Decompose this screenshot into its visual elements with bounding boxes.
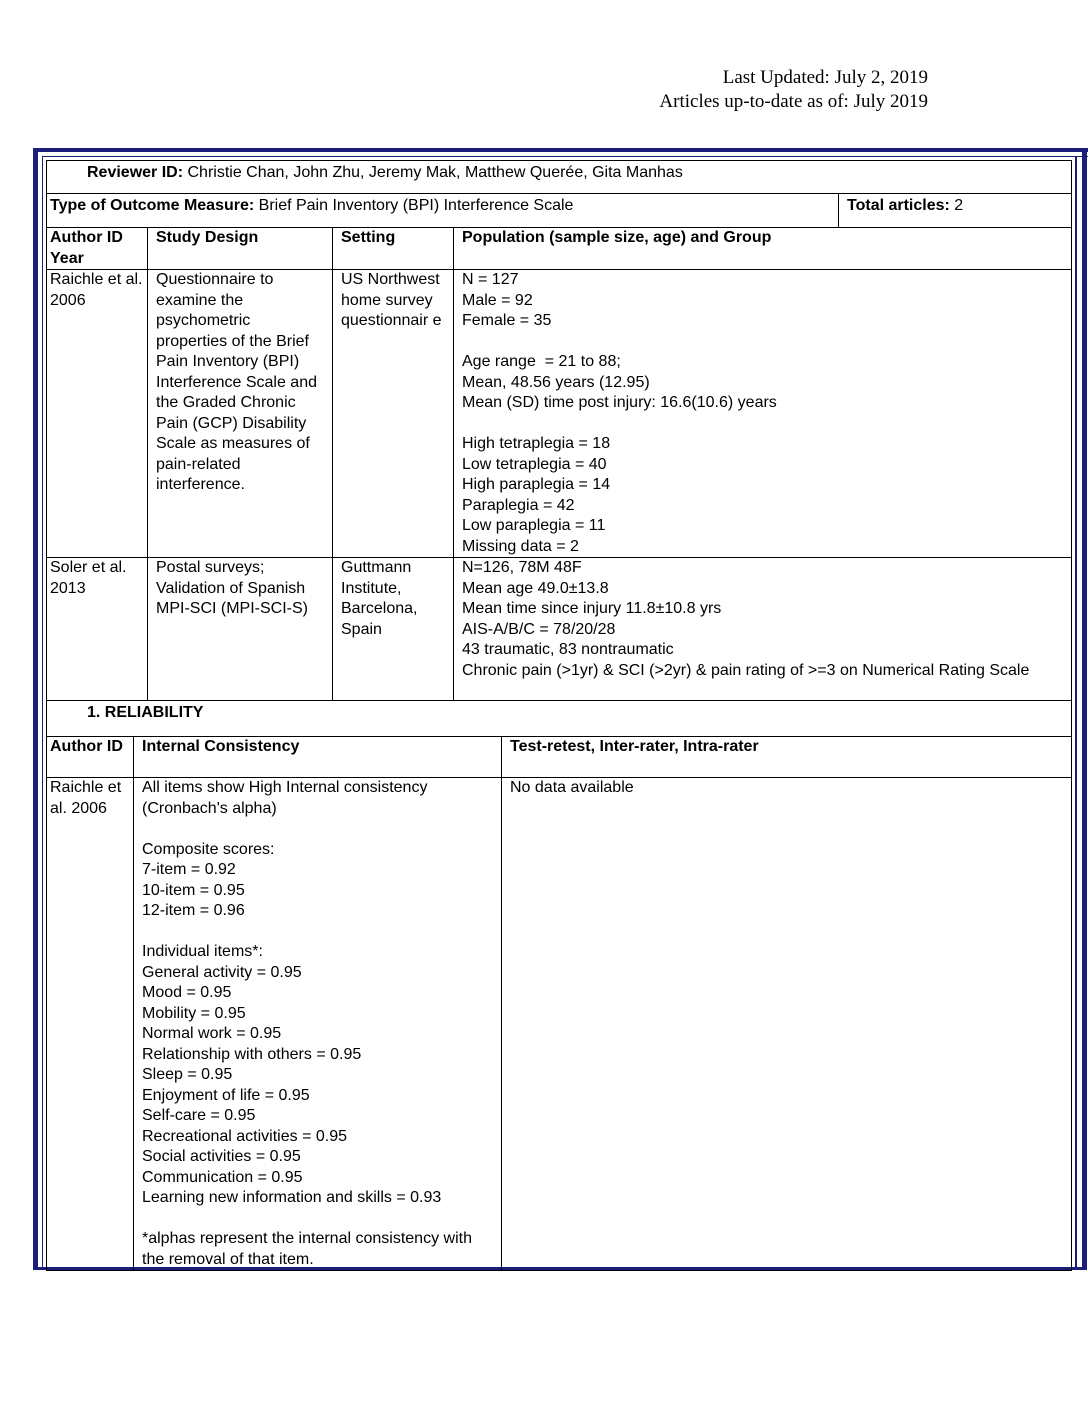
last-updated: Last Updated: July 2, 2019	[722, 67, 928, 88]
study-population	[454, 558, 1072, 701]
reviewer-table	[46, 160, 1072, 194]
reliability-test-retest: No data available	[502, 778, 1072, 1271]
col-header-internal: Internal Consistency	[134, 737, 502, 778]
total-articles-cell	[839, 194, 1072, 228]
internal-line: Mobility = 0.95	[142, 1004, 246, 1022]
col-header-population: Population (sample size, age) and Group	[454, 228, 1072, 270]
outcome-value: Brief Pain Inventory (BPI) Interference Scale	[258, 197, 574, 214]
reliability-table	[46, 736, 1072, 1271]
study-design: Questionnaire to examine the psychometric properties of the Brief Pain Inventory (BPI) Interference Scale and the Graded Chronic Pain (GCP) Disability Scale as measures of pain-related interference.	[148, 270, 333, 558]
outcome-cell	[47, 194, 839, 228]
outcome-label: Type of Outcome Measure:	[50, 197, 255, 214]
population-line: Chronic pain (>1yr) & SCI (>2yr) & pain rating of >=3 on Numerical Rating Scale	[462, 661, 1030, 679]
outcome-table	[46, 193, 1072, 228]
reliability-title-table	[46, 700, 1072, 737]
page-frame-right-outer	[1082, 148, 1087, 1270]
col-header-test-retest: Test-retest, Inter-rater, Intra-rater	[502, 737, 1072, 778]
study-author: Raichle et al. 2006	[47, 270, 148, 558]
internal-line: 7-item = 0.92	[142, 861, 236, 878]
reliability-header-row	[47, 737, 1072, 778]
population-line: 43 traumatic, 83 nontraumatic	[462, 641, 674, 658]
population-line: Mean (SD) time post injury: 16.6(10.6) years	[462, 394, 777, 411]
blank-line	[142, 922, 498, 943]
studies-header-row	[47, 228, 1072, 270]
reviewer-cell	[47, 161, 1072, 194]
population-line: Female = 35	[462, 312, 552, 329]
population-line: Mean, 48.56 years (12.95)	[462, 373, 650, 391]
population-line: Mean time since injury 11.8±10.8 yrs	[462, 600, 722, 617]
col-header-design: Study Design	[148, 228, 333, 270]
study-population	[454, 270, 1072, 558]
population-line: Male = 92	[462, 291, 533, 309]
internal-line: Learning new information and skills = 0.93	[142, 1189, 442, 1206]
internal-line: Sleep = 0.95	[142, 1066, 233, 1083]
reliability-author: Raichle et al. 2006	[47, 778, 134, 1271]
col-header-author: Author ID Year	[47, 228, 148, 270]
internal-line: *alphas represent the internal consistency with the removal of that item.	[142, 1230, 477, 1268]
studies-table	[46, 227, 1072, 701]
population-line: Paraplegia = 42	[462, 496, 575, 514]
section-title-reliability: 1. RELIABILITY	[47, 701, 1072, 737]
total-articles-label: Total articles:	[847, 197, 950, 214]
internal-line: Mood = 0.95	[142, 984, 232, 1001]
reliability-internal	[134, 778, 502, 1271]
table-row	[47, 558, 1072, 701]
col-header-setting: Setting	[333, 228, 454, 270]
population-line: High tetraplegia = 18	[462, 435, 611, 452]
internal-line: Normal work = 0.95	[142, 1025, 282, 1042]
internal-line: Social activities = 0.95	[142, 1148, 301, 1165]
internal-line: Composite scores:	[142, 840, 275, 858]
study-author: Soler et al. 2013	[47, 558, 148, 701]
population-line: AIS-A/B/C = 78/20/28	[462, 620, 616, 638]
col-header-author: Author ID	[47, 737, 134, 778]
population-line: Age range = 21 to 88;	[462, 353, 621, 370]
blank-line	[462, 414, 1068, 435]
table-row	[47, 270, 1072, 558]
study-setting: Guttmann Institute, Barcelona, Spain	[333, 558, 454, 701]
study-setting: US Northwest home survey questionnair e	[333, 270, 454, 558]
blank-line	[142, 819, 498, 840]
table-row	[47, 778, 1072, 1271]
reviewer-value: Christie Chan, John Zhu, Jeremy Mak, Matthew Querée, Gita Manhas	[187, 164, 683, 181]
internal-line: Enjoyment of life = 0.95	[142, 1086, 310, 1104]
internal-line: General activity = 0.95	[142, 963, 302, 981]
document-header	[659, 66, 928, 114]
internal-line: Communication = 0.95	[142, 1168, 303, 1186]
internal-line: All items show High Internal consistency (Cronbach's alpha)	[142, 779, 432, 817]
internal-line: Recreational activities = 0.95	[142, 1127, 347, 1145]
population-line: Low paraplegia = 11	[462, 517, 606, 534]
population-line: N=126, 78M 48F	[462, 559, 582, 576]
internal-line: Relationship with others = 0.95	[142, 1045, 362, 1063]
population-line: Low tetraplegia = 40	[462, 455, 607, 473]
total-articles-value: 2	[954, 197, 964, 214]
blank-line	[142, 1209, 498, 1230]
population-line: N = 127	[462, 271, 519, 288]
internal-line: 12-item = 0.96	[142, 902, 245, 919]
review-document	[46, 160, 1072, 1271]
population-line: Missing data = 2	[462, 537, 579, 555]
population-line: High paraplegia = 14	[462, 476, 611, 493]
population-line: Mean age 49.0±13.8	[462, 579, 609, 597]
study-design: Postal surveys; Validation of Spanish MPI-SCI (MPI-SCI-S)	[148, 558, 333, 701]
internal-line: Self-care = 0.95	[142, 1107, 256, 1124]
internal-line: Individual items*:	[142, 943, 263, 960]
page-frame-right-inner	[1075, 156, 1077, 1270]
internal-line: 10-item = 0.95	[142, 881, 245, 899]
reviewer-label: Reviewer ID:	[87, 164, 184, 181]
blank-line	[462, 332, 1068, 353]
articles-as-of: Articles up-to-date as of: July 2019	[659, 91, 928, 112]
